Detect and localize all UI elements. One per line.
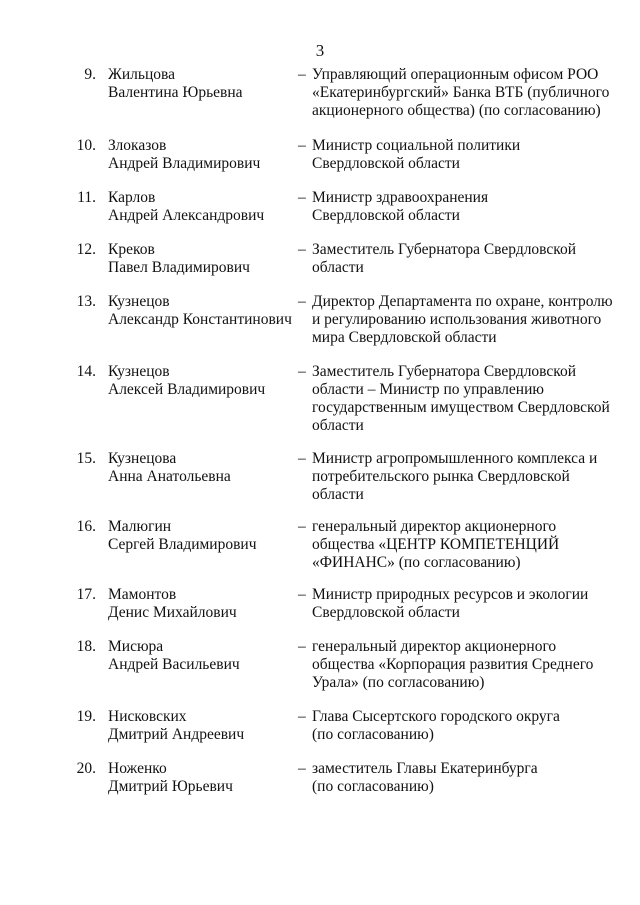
role-line: Заместитель Губернатора Свердловской: [312, 241, 577, 258]
surname: Кузнецова: [108, 450, 177, 467]
person-name: [108, 760, 298, 796]
position-description: [312, 518, 617, 572]
surname: Злоказов: [108, 137, 167, 154]
role-line: генеральный директор акционерного: [312, 638, 557, 655]
dash-separator: –: [298, 760, 306, 777]
dash-separator: –: [298, 518, 306, 535]
dash-separator: –: [298, 363, 306, 380]
list-item: [0, 586, 640, 638]
item-number: 18.: [76, 638, 96, 655]
list-item: [0, 760, 640, 800]
given-names: Анна Анатольевна: [108, 468, 231, 485]
item-number: 20.: [76, 760, 96, 777]
position-description: [312, 708, 617, 744]
person-name: [108, 241, 298, 277]
role-line: Управляющий операционным офисом РОО: [312, 66, 599, 83]
given-names: Андрей Владимирович: [108, 155, 261, 172]
role-line: «Екатеринбургский» Банка ВТБ (публичного: [312, 84, 610, 101]
position-description: [312, 293, 617, 347]
surname: Кузнецов: [108, 293, 170, 310]
position-description: [312, 760, 617, 796]
role-line: общества «Корпорация развития Среднего: [312, 656, 594, 673]
dash-separator: –: [298, 586, 306, 603]
given-names: Сергей Владимирович: [108, 536, 257, 553]
list-item: [0, 708, 640, 760]
given-names: Дмитрий Андреевич: [108, 726, 245, 743]
role-line: области: [312, 486, 364, 503]
item-number: 11.: [77, 189, 96, 206]
item-number: 15.: [76, 450, 96, 467]
dash-separator: –: [298, 66, 306, 83]
person-name: [108, 518, 298, 554]
list-item: [0, 189, 640, 241]
given-names: Валентина Юрьевна: [108, 84, 243, 101]
item-number: 9.: [84, 66, 96, 83]
role-line: области – Министр по управлению: [312, 381, 544, 398]
person-name: [108, 293, 298, 329]
dash-separator: –: [298, 708, 306, 725]
role-line: области: [312, 417, 364, 434]
person-name: [108, 708, 298, 744]
role-line: Министр агропромышленного комплекса и: [312, 450, 598, 467]
given-names: Андрей Александрович: [108, 207, 265, 224]
given-names: Андрей Васильевич: [108, 656, 240, 673]
position-description: [312, 137, 617, 173]
role-line: (по согласованию): [312, 726, 434, 743]
role-line: потребительского рынка Свердловской: [312, 468, 570, 485]
dash-separator: –: [298, 450, 306, 467]
list-item: [0, 66, 640, 137]
position-description: [312, 241, 617, 277]
person-name: [108, 363, 298, 399]
position-description: [312, 189, 617, 225]
list-item: [0, 137, 640, 189]
item-number: 14.: [76, 363, 96, 380]
position-description: [312, 638, 617, 692]
role-line: акционерного общества) (по согласованию): [312, 102, 601, 119]
role-line: Директор Департамента по охране, контролю: [312, 293, 613, 310]
list-item: [0, 293, 640, 363]
list-item: [0, 518, 640, 586]
position-description: [312, 66, 617, 120]
role-line: общества «ЦЕНТР КОМПЕТЕНЦИЙ: [312, 536, 560, 553]
item-number: 17.: [76, 586, 96, 603]
item-number: 19.: [76, 708, 96, 725]
role-line: Глава Сысертского городского округа: [312, 708, 560, 725]
item-number: 10.: [76, 137, 96, 154]
given-names: Дмитрий Юрьевич: [108, 778, 233, 795]
list-item: [0, 450, 640, 518]
surname: Жильцова: [108, 66, 176, 83]
role-line: Министр здравоохранения: [312, 189, 489, 206]
role-line: области: [312, 259, 364, 276]
role-line: мира Свердловской области: [312, 329, 497, 346]
list-item: [0, 638, 640, 708]
item-number: 16.: [76, 518, 96, 535]
person-name: [108, 137, 298, 173]
dash-separator: –: [298, 189, 306, 206]
role-line: заместитель Главы Екатеринбурга: [312, 760, 538, 777]
dash-separator: –: [298, 137, 306, 154]
dash-separator: –: [298, 293, 306, 310]
dash-separator: –: [298, 638, 306, 655]
item-number: 13.: [76, 293, 96, 310]
role-line: и регулированию использования животного: [312, 311, 602, 328]
surname: Мамонтов: [108, 586, 177, 603]
role-line: Министр природных ресурсов и экологии: [312, 586, 589, 603]
surname: Нисковских: [108, 708, 187, 725]
role-line: «ФИНАНС» (по согласованию): [312, 554, 521, 571]
person-name: [108, 586, 298, 622]
person-name: [108, 66, 298, 102]
surname: Кузнецов: [108, 363, 170, 380]
item-number: 12.: [76, 241, 96, 258]
person-name: [108, 638, 298, 674]
role-line: Заместитель Губернатора Свердловской: [312, 363, 577, 380]
role-line: Урала» (по согласованию): [312, 674, 485, 691]
list-item: [0, 241, 640, 293]
position-description: [312, 586, 617, 622]
role-line: генеральный директор акционерного: [312, 518, 557, 535]
member-list: [0, 66, 640, 800]
surname: Креков: [108, 241, 155, 258]
given-names: Денис Михайлович: [108, 604, 237, 621]
surname: Мисюра: [108, 638, 164, 655]
role-line: Министр социальной политики: [312, 137, 521, 154]
surname: Ноженко: [108, 760, 167, 777]
person-name: [108, 189, 298, 225]
person-name: [108, 450, 298, 486]
role-line: (по согласованию): [312, 778, 434, 795]
given-names: Александр Константинович: [108, 311, 292, 328]
given-names: Павел Владимирович: [108, 259, 250, 276]
role-line: Свердловской области: [312, 604, 460, 621]
surname: Карлов: [108, 189, 156, 206]
surname: Малюгин: [108, 518, 172, 535]
role-line: Свердловской области: [312, 155, 460, 172]
role-line: Свердловской области: [312, 207, 460, 224]
page-number: 3: [315, 41, 325, 60]
given-names: Алексей Владимирович: [108, 381, 266, 398]
position-description: [312, 363, 617, 435]
list-item: [0, 363, 640, 450]
dash-separator: –: [298, 241, 306, 258]
role-line: государственным имуществом Свердловской: [312, 399, 610, 416]
position-description: [312, 450, 617, 504]
